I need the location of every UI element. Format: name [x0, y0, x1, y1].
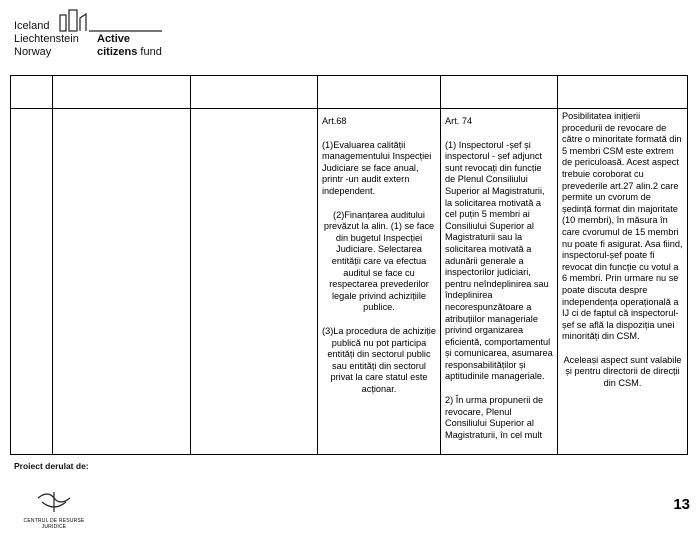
table-cell — [318, 76, 441, 109]
art-68-paragraph-1: (1)Evaluarea calității managementului Inspecției Judiciare se face anual, printr -un audit extern independent. — [322, 139, 432, 196]
observation-paragraph-1: Posibilitatea inițierii procedurii de revocare de către o minoritate formată din 5 membri CSM este extrem de periculoasă. Acest aspect trebuie coroborat cu prevederile art.27 alin.2 care permite un cvorum de ședință format din majoritate (10 membri), în măsura în care cvorumul de 15 membri nu poate fi asigurat. Asa fiind, inspectorul-șef poate fi revocat din funcție cu votul a 6 membri. Prin urmare nu se poate discuta despre independența operațională a IJ ci de faptul că inspectorul-șef se află la dispoziția unei minorități din CSM. — [562, 111, 683, 342]
comparison-table — [10, 75, 688, 455]
logo-text-line1: CENTRUL DE RESURSE — [23, 518, 85, 524]
scales-logo-icon — [18, 488, 90, 516]
legal-resources-centre-logo — [18, 488, 90, 534]
page-number: 13 — [673, 496, 690, 513]
country-norway: Norway — [14, 46, 52, 58]
table-cell — [558, 76, 688, 109]
art-68-paragraph-2: (2)Finanțarea auditului prevăzut la alin. (1) se face din bugetul Inspecției Judiciare. Selectarea entității care va efectua auditul se face cu respectarea prevederilor legale privind achizițiile publice. — [323, 209, 435, 313]
art-74-paragraph-1: (1) Inspectorul -șef și inspectorul - șef adjunct sunt revocați din funcție de Plenul Consiliului Superior al Magistraturii, la solicitarea motivată a cel puțin 5 membri ai Consiliului Superior al Magistraturii sau la solicitarea motivată a adunării generale a inspectorilor judiciari, pentru neîndeplinirea sau îndeplinirea necorespunzătoare a atribuțiilor manageriale privind organizarea eficientă, comportamentul și comunicarea, asumarea responsabilităților și aptitudinile manageriale. — [445, 139, 553, 382]
table-cell — [441, 76, 558, 109]
art-68-title: Art.68 — [322, 116, 347, 126]
art-68-cell — [318, 109, 441, 455]
country-iceland: Iceland — [14, 20, 50, 32]
table-row — [11, 109, 688, 455]
table-cell — [191, 76, 318, 109]
fund-name-line1: Active — [97, 33, 131, 45]
art-74-cell — [441, 109, 558, 455]
table-row — [11, 76, 688, 109]
observation-paragraph-2: Aceleași aspect sunt valabile și pentru directorii de direcții din CSM. — [563, 354, 682, 389]
table-cell — [191, 109, 318, 455]
table-cell — [11, 109, 53, 455]
art-74-title: Art. 74 — [445, 116, 473, 126]
logo-text-line2: JURIDICE — [41, 524, 67, 530]
art-68-paragraph-3: (3)La procedura de achiziție publică nu pot participa entități din sectorul public sau entități din sectorul privat la care statul este acționar. — [322, 325, 436, 394]
observations-cell — [558, 109, 688, 455]
table-cell — [53, 109, 191, 455]
active-citizens-fund-logo — [14, 8, 174, 64]
project-run-by-label: Proiect derulat de: — [14, 461, 89, 471]
table-cell — [11, 76, 53, 109]
table-cell — [53, 76, 191, 109]
fund-name-line2: citizens fund — [97, 46, 162, 58]
art-74-paragraph-2: 2) În urma propunerii de revocare, Plenul Consiliului Superior al Magistraturii, în cel mult — [445, 395, 544, 440]
country-liechtenstein: Liechtenstein — [14, 33, 79, 45]
